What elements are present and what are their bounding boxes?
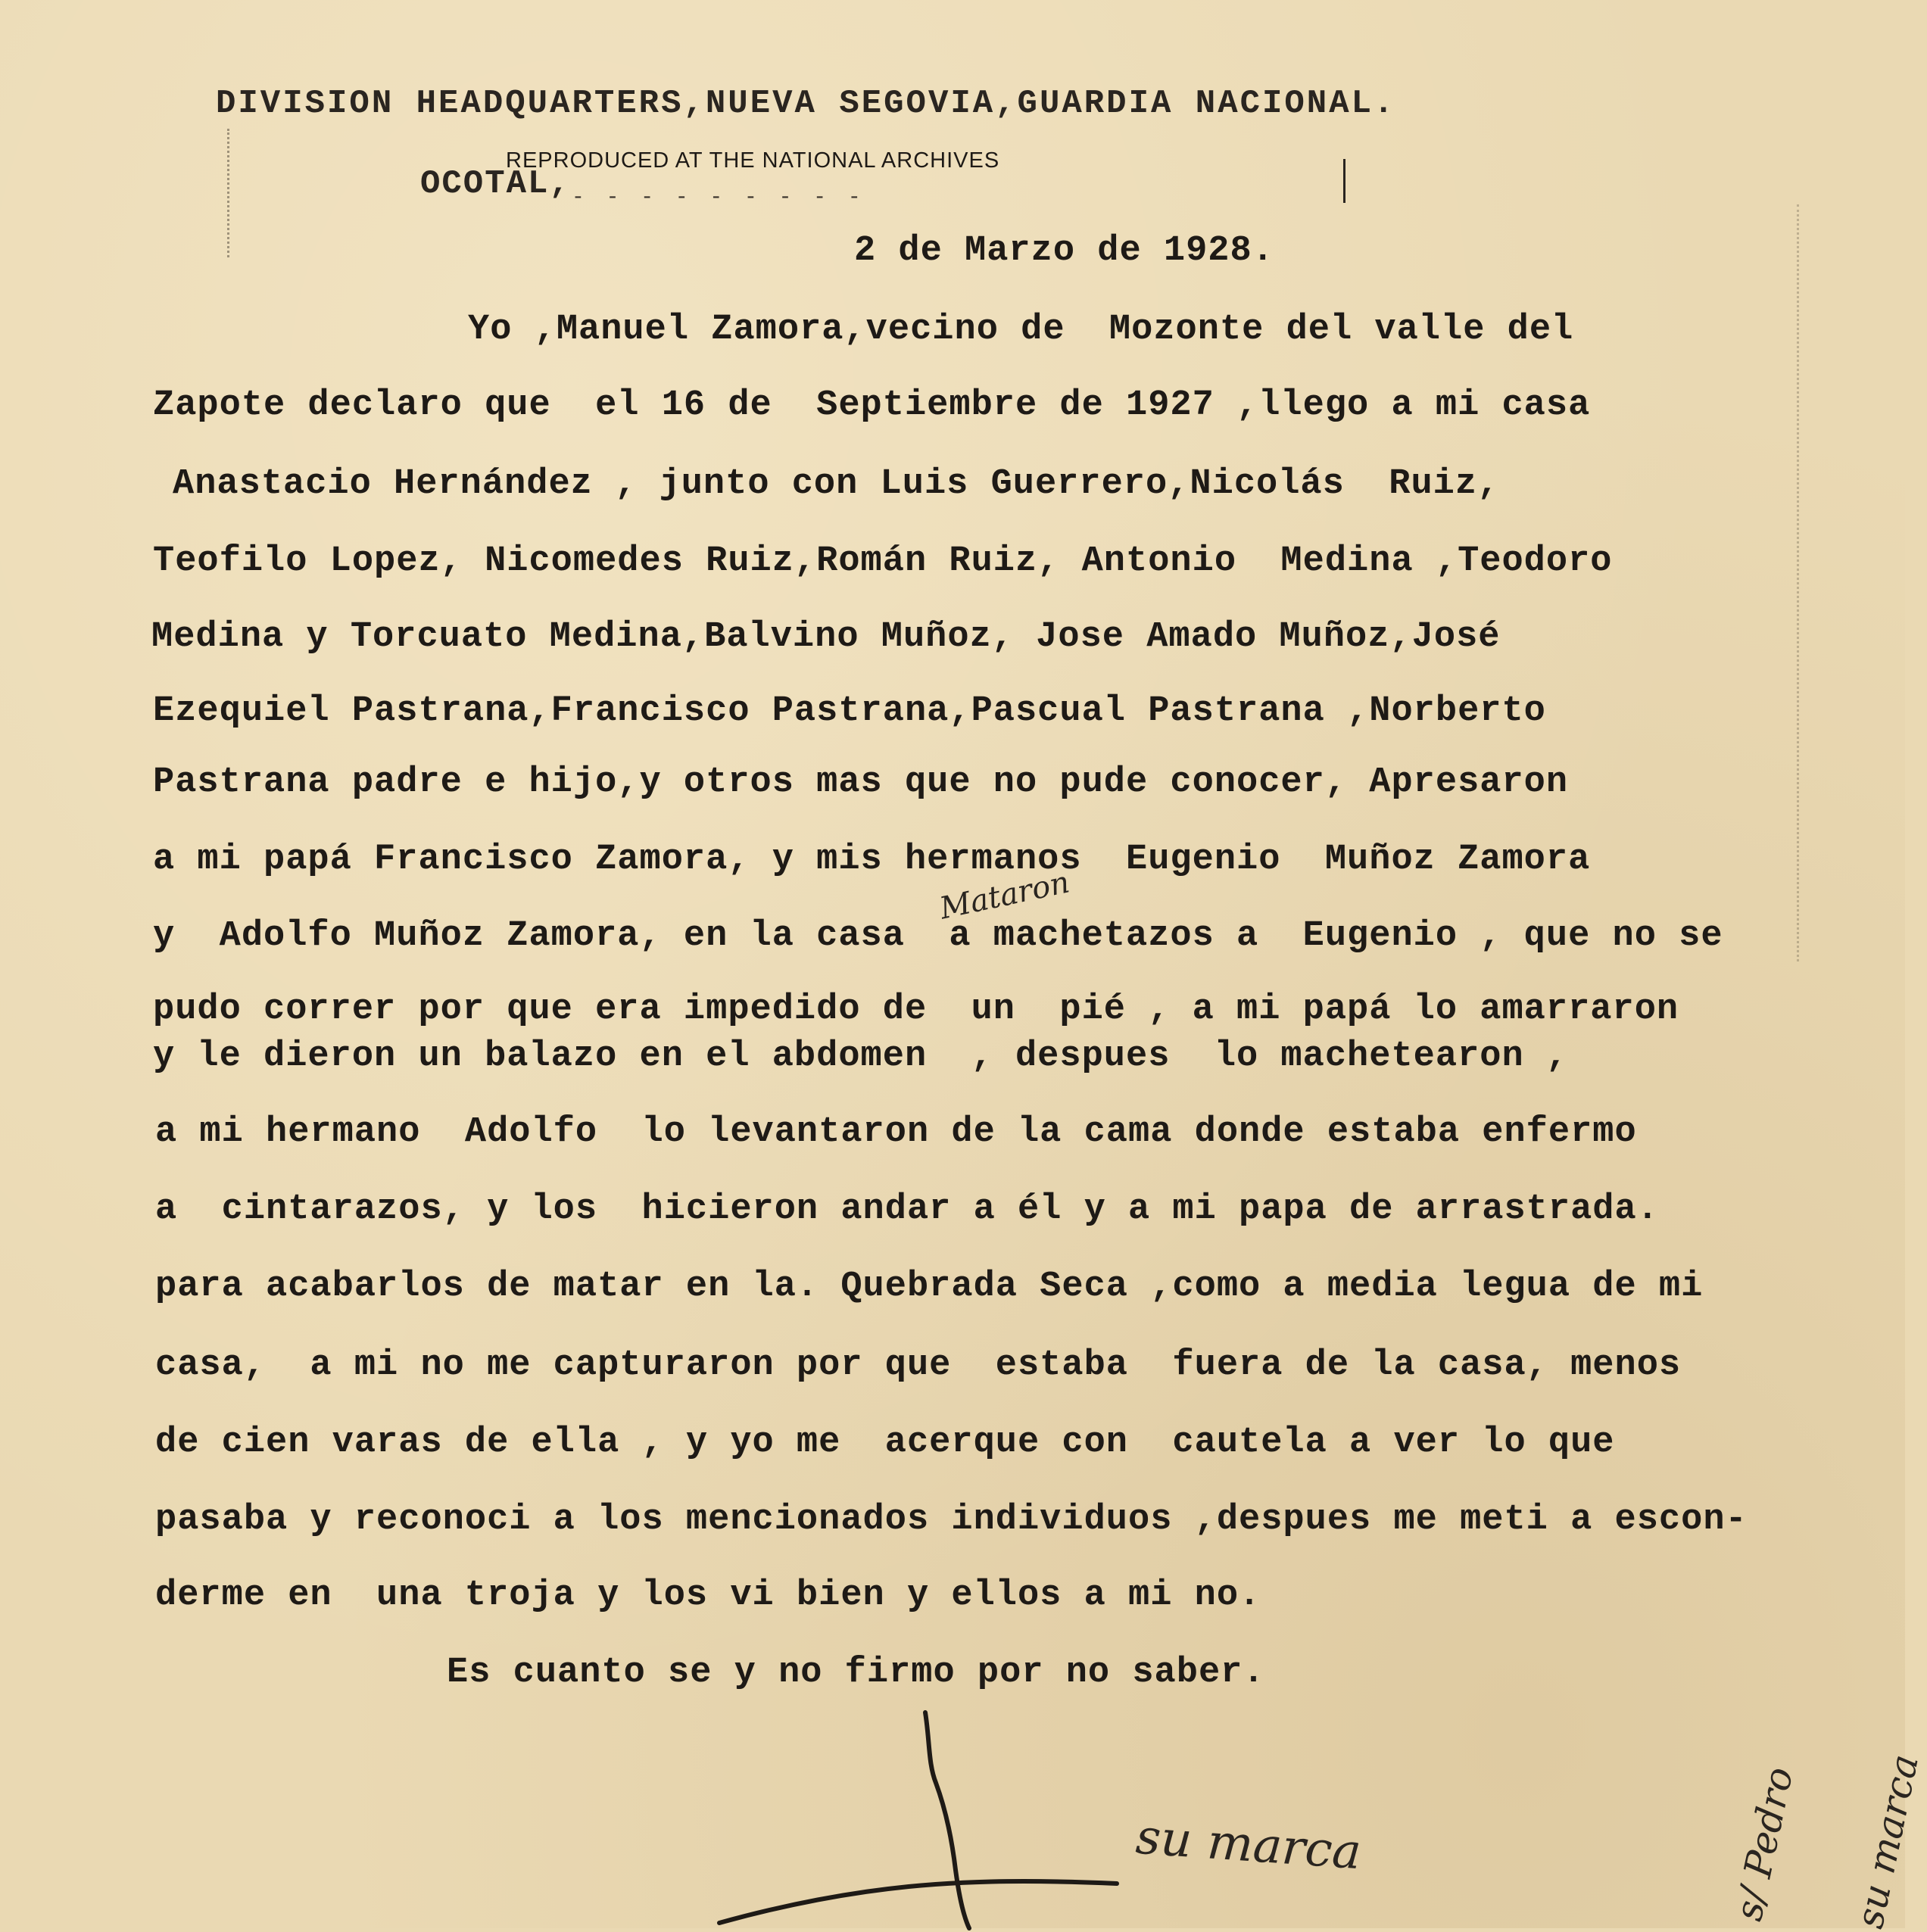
body-line: derme en una troja y los vi bien y ellos a mi no. [155,1575,1261,1616]
body-line: a mi hermano Adolfo lo levantaron de la cama donde estaba enfermo [155,1112,1637,1152]
document-date: 2 de Marzo de 1928. [854,231,1274,271]
body-line: y le dieron un balazo en el abdomen , despues lo machetearon , [153,1036,1569,1077]
body-line: Teofilo Lopez, Nicomedes Ruiz,Román Ruiz, Antonio Medina ,Teodoro [153,541,1613,581]
body-line: a cintarazos, y los hicieron andar a él y a mi papa de arrastrada. [155,1189,1659,1229]
body-line: a mi papá Francisco Zamora, y mis hermanos Eugenio Muñoz Zamora [153,840,1591,880]
body-line: Anastacio Hernández , junto con Luis Guerrero,Nicolás Ruiz, [173,464,1500,504]
body-line: Zapote declaro que el 16 de Septiembre de 1927 ,llego a mi casa [153,385,1591,425]
header-location: OCOTAL, [420,165,571,203]
body-line: Pastrana padre e hijo,y otros mas que no pude conocer, Apresaron [153,762,1569,802]
body-line: para acabarlos de matar en la. Quebrada Seca ,como a media legua de mi [155,1267,1704,1307]
body-line: y Adolfo Muñoz Zamora, en la casa a machetazos a Eugenio , que no se [153,916,1723,956]
archives-stamp: REPRODUCED AT THE NATIONAL ARCHIVES [506,148,1000,173]
handwritten-insertion: Mataron [937,865,1073,927]
header-dots: - - - - - - - - - [572,186,865,210]
margin-note-pedro: s/ Pedro [1726,1763,1802,1925]
body-line: de cien varas de ella , y yo me acerque con cautela a ver lo que [155,1423,1615,1463]
closing-line: Es cuanto se y no firmo por no saber. [447,1653,1265,1693]
body-line: Yo ,Manuel Zamora,vecino de Mozonte del valle del [468,310,1574,350]
body-line: Ezequiel Pastrana,Francisco Pastrana,Pascual Pastrana ,Norberto [153,691,1546,731]
header-title: DIVISION HEADQUARTERS,NUEVA SEGOVIA,GUARDIA NACIONAL. [216,85,1396,123]
signature-mark-label: su marca [1133,1809,1364,1881]
margin-note-marca: su marca [1847,1750,1927,1932]
body-line: pasaba y reconoci a los mencionados individuos ,despues me meti a escon- [155,1500,1748,1540]
body-line: casa, a mi no me capturaron por que estaba fuera de la casa, menos [155,1345,1682,1385]
body-line: pudo correr por que era impedido de un pié , a mi papá lo amarraron [153,989,1679,1030]
body-line: Medina y Torcuato Medina,Balvino Muñoz, Jose Amado Muñoz,José [151,617,1501,657]
